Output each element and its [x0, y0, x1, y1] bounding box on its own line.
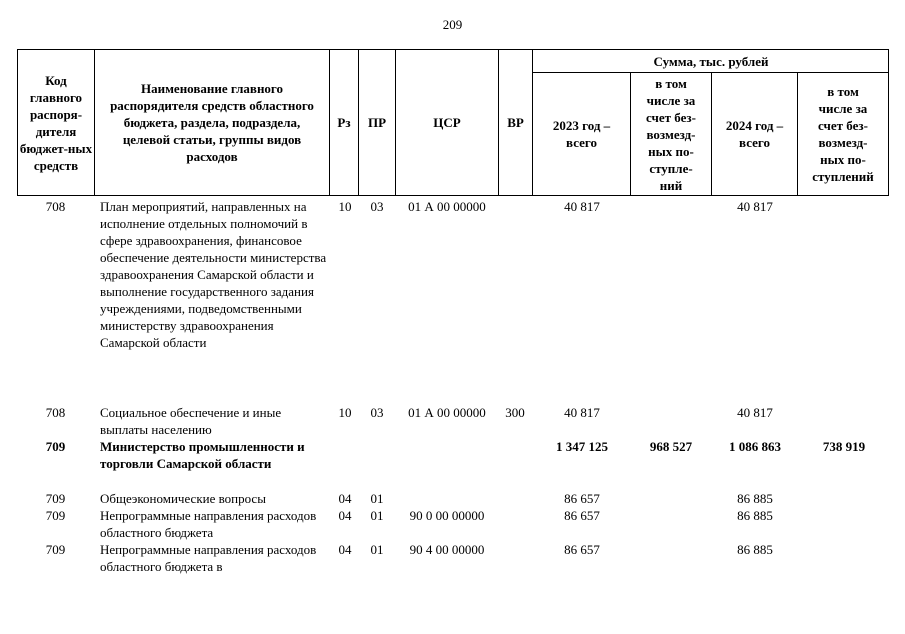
- row-rz: 10: [338, 199, 352, 214]
- row-code: 709: [45, 542, 66, 557]
- header-pr: ПР: [367, 115, 387, 130]
- row-rz: 04: [338, 542, 352, 557]
- header-code: Код главного распоря-дителя бюджет-ных средств: [19, 72, 93, 173]
- row-free-2023: 968 527: [649, 439, 693, 454]
- row-vr: 300: [505, 405, 525, 420]
- row-code: 709: [45, 491, 66, 506]
- row-free-2024: 738 919: [822, 439, 866, 454]
- row-csr: 90 0 00 00000: [409, 508, 485, 523]
- row-sum-2024: 40 817: [737, 405, 773, 420]
- header-2023-total: 2023 год – всего: [552, 118, 611, 150]
- row-pr: 01: [370, 508, 384, 523]
- header-name: Наименование главного распорядителя средств областного бюджета, раздела, подраздела, целевой статьи, группы видов расходов: [110, 81, 314, 164]
- row-pr: 03: [370, 405, 384, 420]
- header-csr: ЦСР: [433, 115, 461, 130]
- header-vr: ВР: [507, 115, 524, 130]
- row-name: Социальное обеспечение и иные выплаты населению: [100, 405, 282, 437]
- page-number: 209: [442, 17, 463, 32]
- row-sum-2023: 86 657: [564, 508, 600, 523]
- row-name: Министерство промышленности и торговли Самарской области: [100, 439, 305, 471]
- row-pr: 01: [370, 491, 384, 506]
- row-sum-2023: 40 817: [564, 405, 600, 420]
- row-csr: 90 4 00 00000: [409, 542, 485, 557]
- header-rz: Рз: [337, 115, 351, 130]
- row-sum-2023: 86 657: [564, 491, 600, 506]
- row-code: 708: [45, 199, 66, 214]
- row-csr: 01 А 00 00000: [408, 199, 486, 214]
- header-2024-total: 2024 год – всего: [725, 118, 784, 150]
- row-code: 709: [45, 439, 66, 454]
- row-pr: 01: [370, 542, 384, 557]
- header-2023-free: в том числе за счет без-возмезд-ных по-ступле-ний: [646, 75, 696, 193]
- row-csr: 01 А 00 00000: [408, 405, 486, 420]
- row-sum-2024: 86 885: [737, 542, 773, 557]
- row-name: Непрограммные направления расходов областного бюджета: [100, 508, 317, 540]
- row-sum-2023: 86 657: [564, 542, 600, 557]
- row-code: 709: [45, 508, 66, 523]
- row-name: Общеэкономические вопросы: [100, 491, 266, 506]
- row-name: Непрограммные направления расходов областного бюджета в: [100, 542, 317, 574]
- header-sum-group: Сумма, тыс. рублей: [653, 53, 769, 69]
- row-pr: 03: [370, 199, 384, 214]
- row-name: План мероприятий, направленных на исполнение отдельных полномочий в сфере здравоохранения, финансовое обеспечение деятельности министерства здравоохранения Самарской области и выполнение государственного задания учреждениями, подведомственными министерству здравоохранения Самарской области: [100, 199, 327, 350]
- row-rz: 04: [338, 508, 352, 523]
- row-code: 708: [45, 405, 66, 420]
- row-rz: 04: [338, 491, 352, 506]
- row-sum-2023: 1 347 125: [556, 439, 608, 454]
- row-sum-2024: 40 817: [737, 199, 773, 214]
- header-2024-free: в том числе за счет без-возмезд-ных по-ступлений: [812, 84, 874, 184]
- row-sum-2024: 86 885: [737, 491, 773, 506]
- row-sum-2024: 1 086 863: [729, 439, 781, 454]
- row-sum-2023: 40 817: [564, 199, 600, 214]
- row-rz: 10: [338, 405, 352, 420]
- header-divider: [94, 49, 95, 196]
- row-sum-2024: 86 885: [737, 508, 773, 523]
